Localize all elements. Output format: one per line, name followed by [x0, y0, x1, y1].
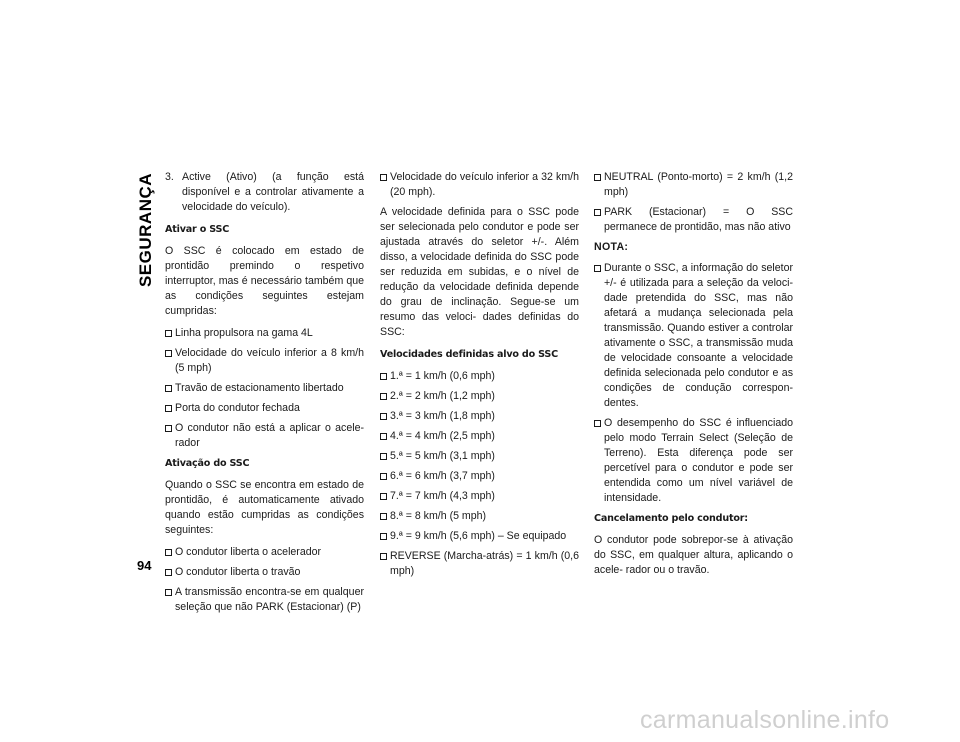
list-item-text: 4.ª = 4 km/h (2,5 mph): [390, 430, 495, 442]
checkbox-bullet-icon: [165, 569, 172, 576]
list-neutral-park: [594, 170, 793, 235]
checkbox-bullet-icon: [594, 209, 601, 216]
list-item-text: REVERSE (Marcha-atrás) = 1 km/h (0,6 mph): [390, 550, 579, 577]
checkbox-bullet-icon: [380, 513, 387, 520]
checkbox-bullet-icon: [380, 433, 387, 440]
list-item: [165, 401, 364, 416]
list-item-text: NEUTRAL (Ponto-morto) = 2 km/h (1,2 mph): [604, 171, 793, 198]
list-item-text: 9.ª = 9 km/h (5,6 mph) – Se equipado: [390, 530, 567, 542]
list-item: [165, 326, 364, 341]
list-item-text: 6.ª = 6 km/h (3,7 mph): [390, 470, 495, 482]
checkbox-bullet-icon: [165, 330, 172, 337]
list-item: [380, 509, 579, 524]
list-item-text: 2.ª = 2 km/h (1,2 mph): [390, 390, 495, 402]
column-3: [594, 170, 793, 585]
list-item-text: Durante o SSC, a informação do seletor +/- é utilizada para a seleção da veloci- dade pretendida do SSC, mas não afetará a mudança selecionada pela transmissão. Quando estiver a controlar ativamente o SSC, a transmissão muda de velocidade consoante a velocidade definida selecionada pelo condutor e as condições de condução correspon- dentes.: [604, 262, 793, 409]
paragraph-set-speed: A velocidade definida para o SSC pode ser selecionada pelo condutor e pode ser ajustada através do seletor +/-. Além disso, a velocidade definida do SSC pode ser reduzida em subidas, e o nível de redução da velocidade definida depende do grau de inclinação. Segue-se um resumo das veloci- dades definidas do SSC:: [380, 206, 579, 338]
column-1: [165, 170, 364, 620]
checkbox-bullet-icon: [380, 533, 387, 540]
checkbox-bullet-icon: [165, 425, 172, 432]
paragraph-activate: O SSC é colocado em estado de prontidão premindo o respetivo interruptor, mas é necessário também que as condições seguintes estejam cumpridas:: [165, 245, 364, 317]
list-item: [380, 489, 579, 504]
list-item-text: Velocidade do veículo inferior a 32 km/h (20 mph).: [390, 171, 579, 198]
paragraph-driver-cancel: O condutor pode sobrepor-se à ativação do SSC, em qualquer altura, aplicando o acele- rador ou o travão.: [594, 534, 793, 576]
checkbox-bullet-icon: [380, 174, 387, 181]
list-item: [594, 261, 793, 411]
item-text: Active (Ativo) (a função está disponível e a controlar ativamente a velocidade do veículo).: [182, 171, 364, 213]
list-target-speeds: [380, 369, 579, 579]
list-item: [594, 170, 793, 200]
checkbox-bullet-icon: [165, 405, 172, 412]
checkbox-bullet-icon: [380, 493, 387, 500]
list-item: [594, 416, 793, 506]
list-note: [594, 261, 793, 506]
list-item-text: A transmissão encontra-se em qualquer seleção que não PARK (Estacionar) (P): [175, 586, 364, 613]
list-item: [165, 545, 364, 560]
list-activate-conditions: [165, 326, 364, 451]
checkbox-bullet-icon: [594, 174, 601, 181]
list-item-text: 1.ª = 1 km/h (0,6 mph): [390, 370, 495, 382]
list-item: [165, 565, 364, 580]
heading-ssc-activation: Ativação do SSC: [165, 458, 250, 469]
list-item-text: 3.ª = 3 km/h (1,8 mph): [390, 410, 495, 422]
list-item-text: Velocidade do veículo inferior a 8 km/h (5 mph): [175, 347, 364, 374]
heading-target-speeds: Velocidades definidas alvo do SSC: [380, 349, 558, 360]
section-title: SEGURANÇA: [136, 172, 155, 288]
list-item: [380, 409, 579, 424]
list-item: [380, 389, 579, 404]
paragraph-activation: Quando o SSC se encontra em estado de prontidão, é automaticamente ativado quando estão cumpridas as condições seguintes:: [165, 479, 364, 536]
list-item: [380, 429, 579, 444]
list-item-text: 8.ª = 8 km/h (5 mph): [390, 510, 487, 522]
list-item: [380, 449, 579, 464]
checkbox-bullet-icon: [165, 589, 172, 596]
list-item-text: Porta do condutor fechada: [175, 402, 300, 414]
list-speed-condition: [380, 170, 579, 200]
list-item-text: O condutor liberta o travão: [175, 566, 301, 578]
checkbox-bullet-icon: [380, 453, 387, 460]
list-item-text: Travão de estacionamento libertado: [175, 382, 344, 394]
list-item: [380, 170, 579, 200]
section-tab: [134, 170, 158, 290]
heading-driver-cancel: Cancelamento pelo condutor:: [594, 513, 748, 524]
checkbox-bullet-icon: [594, 265, 601, 272]
list-item: [380, 529, 579, 544]
checkbox-bullet-icon: [380, 553, 387, 560]
checkbox-bullet-icon: [380, 413, 387, 420]
checkbox-bullet-icon: [165, 549, 172, 556]
list-item: [165, 381, 364, 396]
list-item: [380, 549, 579, 579]
list-item: [165, 346, 364, 376]
list-item: [165, 421, 364, 451]
checkbox-bullet-icon: [380, 373, 387, 380]
watermark-text: carmanualsonline.info: [640, 706, 890, 734]
list-item: [594, 205, 793, 235]
list-item-text: O condutor liberta o acelerador: [175, 546, 322, 558]
checkbox-bullet-icon: [380, 473, 387, 480]
list-item: [380, 469, 579, 484]
list-item-text: Linha propulsora na gama 4L: [175, 327, 313, 339]
item-number: 3.: [165, 171, 174, 183]
column-2: [380, 170, 579, 584]
heading-note: NOTA:: [594, 241, 629, 253]
numbered-item-3: [165, 170, 364, 215]
list-item-text: 7.ª = 7 km/h (4,3 mph): [390, 490, 495, 502]
list-activation-conditions: [165, 545, 364, 615]
page-number: 94: [137, 558, 152, 573]
list-item-text: O desempenho do SSC é influenciado pelo modo Terrain Select (Seleção de Terreno). Esta diferença pode ser percetível para o condutor e pode ser entendida como um nível variável de intensidade.: [604, 417, 793, 504]
heading-activate-ssc: Ativar o SSC: [165, 224, 230, 235]
checkbox-bullet-icon: [165, 350, 172, 357]
list-item: [165, 585, 364, 615]
list-item-text: O condutor não está a aplicar o acele- rador: [175, 422, 364, 449]
checkbox-bullet-icon: [594, 420, 601, 427]
checkbox-bullet-icon: [380, 393, 387, 400]
checkbox-bullet-icon: [165, 385, 172, 392]
list-item-text: PARK (Estacionar) = O SSC permanece de prontidão, mas não ativo: [604, 206, 793, 233]
list-item: [380, 369, 579, 384]
list-item-text: 5.ª = 5 km/h (3,1 mph): [390, 450, 495, 462]
